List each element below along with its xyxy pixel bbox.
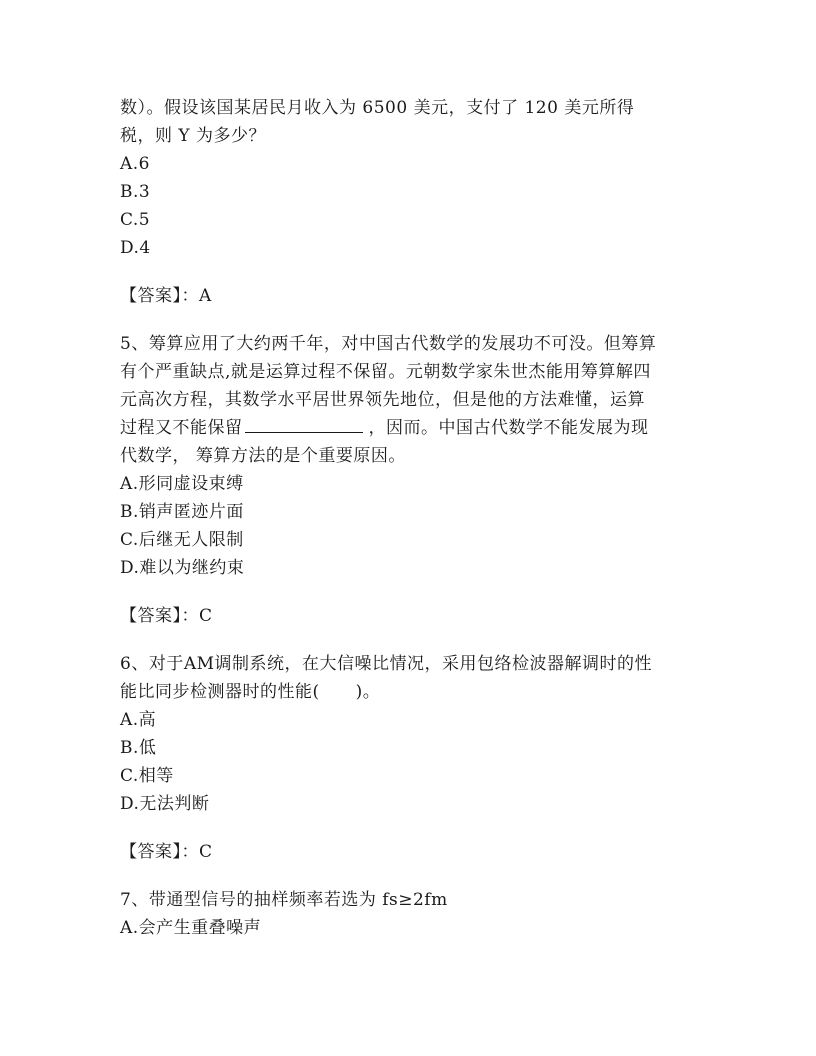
question-6-option-d: D.无法判断 <box>120 794 210 814</box>
question-5-option-c: C.后继无人限制 <box>120 530 244 550</box>
question-6-line-2-before: 能比同步检测器时的性能( <box>120 682 320 702</box>
fill-in-blank <box>245 416 363 433</box>
document-page <box>120 94 700 942</box>
question-4-option-d: D.4 <box>120 238 151 258</box>
answer-value: C <box>199 606 213 626</box>
question-5-option-d: D.难以为继约束 <box>120 558 245 578</box>
question-6-option-a: A.高 <box>120 710 157 730</box>
question-4-answer <box>120 282 700 310</box>
question-5-text-line-5: 代数学， 筹算方法的是个重要原因。 <box>120 446 406 466</box>
question-5-text-line-1: 5、筹算应用了大约两千年，对中国古代数学的发展功不可没。但筹算 <box>120 334 657 354</box>
question-4-text-line-2: 税，则 Y 为多少？ <box>120 126 267 146</box>
question-4-option-c: C.5 <box>120 210 151 230</box>
question-4-option-b: B.3 <box>120 182 151 202</box>
question-7 <box>120 886 700 942</box>
question-6-line-2-after: )。 <box>355 682 381 702</box>
question-5 <box>120 330 700 582</box>
question-5-text-line-2: 有个严重缺点,就是运算过程不保留。元朝数学家朱世杰能用筹算解四 <box>120 362 651 382</box>
question-4 <box>120 94 700 262</box>
question-5-text-line-4 <box>120 414 700 442</box>
answer-value: C <box>199 842 213 862</box>
question-5-option-b: B.销声匿迹片面 <box>120 502 244 522</box>
answer-label: 【答案】： <box>120 286 199 306</box>
question-6-answer <box>120 838 700 866</box>
answer-label: 【答案】： <box>120 842 199 862</box>
question-4-text-line-1: 数）。假设该国某居民月收入为 6500 美元，支付了 120 美元所得 <box>120 98 635 118</box>
question-5-option-a: A.形同虚设束缚 <box>120 474 244 494</box>
question-5-line-4-before: 过程又不能保留 <box>120 418 243 438</box>
question-6-text-line-2 <box>120 678 700 706</box>
question-6 <box>120 650 700 818</box>
question-5-line-4-after: ，因而。中国古代数学不能发展为现 <box>368 418 649 438</box>
answer-label: 【答案】： <box>120 606 199 626</box>
question-5-answer <box>120 602 700 630</box>
question-7-option-a: A.会产生重叠噪声 <box>120 918 262 938</box>
question-6-text-line-1: 6、对于AM调制系统，在大信噪比情况，采用包络检波器解调时的性 <box>120 654 652 674</box>
answer-value: A <box>199 286 212 306</box>
question-4-option-a: A.6 <box>120 154 150 174</box>
question-5-text-line-3: 元高次方程，其数学水平居世界领先地位，但是他的方法难懂，运算 <box>120 390 645 410</box>
question-7-text-line-1: 7、带通型信号的抽样频率若选为 fs≥2fm <box>120 890 448 910</box>
question-6-option-c: C.相等 <box>120 766 174 786</box>
question-6-option-b: B.低 <box>120 738 157 758</box>
